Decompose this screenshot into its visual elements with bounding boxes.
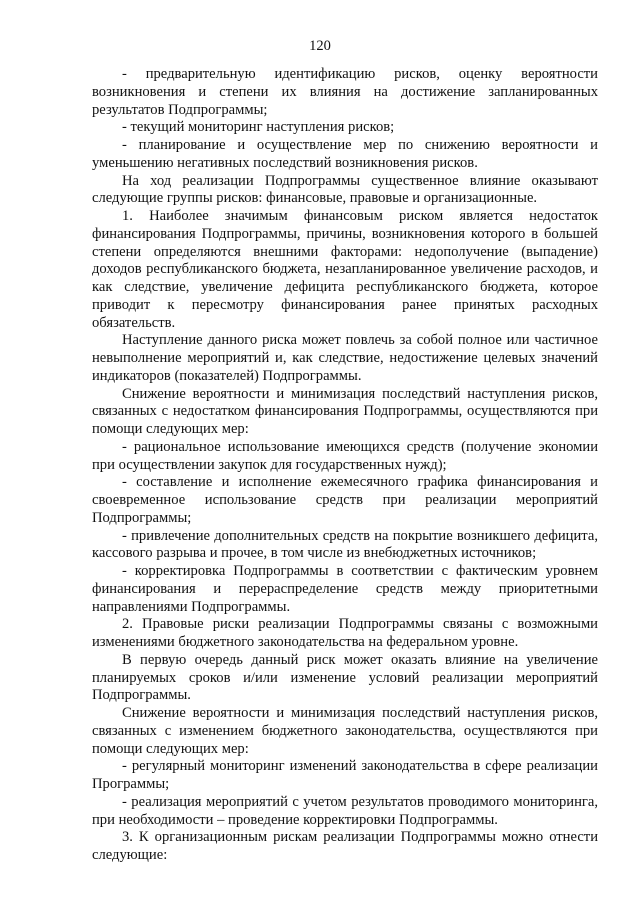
paragraph-legal-risk-impact: В первую очередь данный риск может оказать влияние на увеличение планируемых сроков и/или изменение условий реализации мероприятий Подпрограммы.: [92, 651, 598, 704]
paragraph-financial-risk-consequence: Наступление данного риска может повлечь за собой полное или частичное невыполнение мероприятий и, как следствие, недостижение целевых значений индикаторов (показателей) Подпрограммы.: [92, 332, 598, 384]
document-body: [92, 66, 598, 865]
paragraph-measure-legal-monitoring: - регулярный мониторинг изменений законодательства в сфере реализации Программы;: [92, 758, 598, 792]
paragraph-risk-planning: - планирование и осуществление мер по снижению вероятности и уменьшению негативных последствий возникновения рисков.: [92, 137, 598, 171]
paragraph-measure-additional-funds: - привлечение дополнительных средств на покрытие возникшего дефицита, кассового разрыва и прочее, в том числе из внебюджетных источников;: [92, 527, 598, 562]
paragraph-measure-adjustment: - корректировка Подпрограммы в соответствии с фактическим уровнем финансирования и перераспределение средств между приоритетными направлениями Подпрограммы.: [92, 563, 598, 615]
paragraph-risk-monitoring: - текущий мониторинг наступления рисков;: [122, 119, 395, 136]
paragraph-risk-groups: На ход реализации Подпрограммы существенное влияние оказывают следующие группы рисков: финансовые, правовые и организационные.: [92, 172, 598, 207]
paragraph-measure-rational-use: - рациональное использование имеющихся средств (получение экономии при осуществлении закупок для государственных нужд);: [92, 438, 598, 473]
paragraph-legal-risk-measures-intro: Снижение вероятности и минимизация последствий наступления рисков, связанных с изменением бюджетного законодательства, осуществляются при помощи следующих мер:: [92, 705, 598, 757]
paragraph-measure-implementation: - реализация мероприятий с учетом результатов проводимого мониторинга, при необходимости – проведение корректировки Подпрограммы.: [92, 793, 598, 828]
paragraph-risk-identification: - предварительную идентификацию рисков, оценку вероятности возникновения и степени их влияния на достижение запланированных результатов Подпрограммы;: [92, 66, 598, 118]
paragraph-measure-monthly-schedule: - составление и исполнение ежемесячного графика финансирования и своевременное использование средств при реализации мероприятий Подпрограммы;: [92, 474, 598, 526]
paragraph-financial-risk-measures-intro: Снижение вероятности и минимизация последствий наступления рисков, связанных с недостатком финансирования Подпрограммы, осуществляются при помощи следующих мер:: [92, 385, 598, 437]
page-number: 120: [309, 38, 331, 54]
paragraph-legal-risk: 2. Правовые риски реализации Подпрограммы связаны с возможными изменениями бюджетного законодательства на федеральном уровне.: [92, 616, 598, 650]
paragraph-financial-risk: 1. Наиболее значимым финансовым риском является недостаток финансирования Подпрограммы, причины, возникновения которого в большей степени определяются внешними факторами: недополучение (выпадение) доходов республиканского бюджета, незапланированное увеличение расходов, и как следствие, увеличение дефицита республиканского бюджета, которое приводит к пересмотру финансирования ранее принятых расходных обязательств.: [92, 208, 598, 331]
paragraph-organizational-risk: 3. К организационным рискам реализации Подпрограммы можно отнести следующие:: [92, 829, 598, 863]
